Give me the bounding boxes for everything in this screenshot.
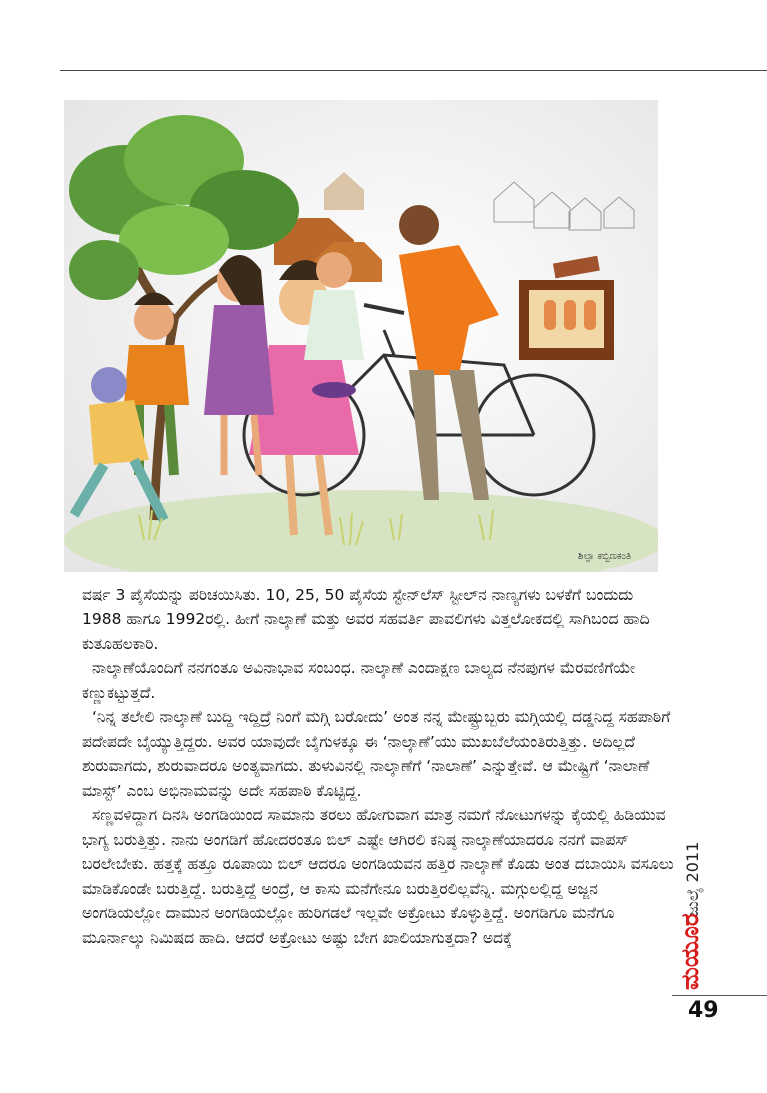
article-paragraph: ನಾಲ್ಕಾಣೆಯೊಂದಿಗೆ ನನಗಂತೂ ಅವಿನಾಭಾವ ಸಂಬಂಧ. ನಾಲ್ಕಾಣೆ ಎಂದಾಕ್ಷಣ ಬಾಲ್ಯದ ನೆನಪುಗಳ ಮೆರವಣಿಗೆಯೇ ಕಣ್ಣುಕಟ್ಟುತ್ತದೆ.: [82, 659, 636, 702]
illustration-credit: ಶಿಲ್ಪಾ ಕಬ್ಬಿಣಕಂತಿ: [578, 551, 632, 562]
article-paragraph: ವರ್ಷ 3 ಪೈಸೆಯನ್ನು ಪರಿಚಯಿಸಿತು. 10, 25, 50 ಪೈಸೆಯ ಸ್ಟೇನ್‌ಲೆಸ್ ಸ್ಟೀಲ್‌ನ ನಾಣ್ಯಗಳು ಬಳಕೆಗೆ ಬಂದುದು 1988 ಹಾಗೂ 1992ರಲ್ಲಿ. ಹೀಗೆ ನಾಲ್ಕಾಣೆ ಮತ್ತು ಅವರ ಸಹವರ್ತಿ ಪಾವಲಿಗಳು ವಿತ್ತಲೋಕದಲ್ಲಿ ಸಾಗಿಬಂದ ಹಾದಿ ಕುತೂಹಲಕಾರಿ.: [82, 586, 650, 653]
children-ice-cream-vendor-illustration: [64, 100, 658, 572]
article-paragraph: ‘ನಿನ್ನ ತಲೇಲಿ ನಾಲ್ಕಾಣೆ ಬುದ್ದಿ ಇದ್ದಿದ್ರೆ ನಿಂಗೆ ಮಗ್ಗಿ ಬರೋದು’ ಅಂತ ನನ್ನ ಮೇಷ್ಟ್ರುಬ್ಬರು ಮಗ್ಗಿಯಲ್ಲಿ ದಡ್ಡನಿದ್ದ ಸಹಪಾಠಿಗೆ ಪದೇಪದೇ ಬೈಯ್ಯುತ್ತಿದ್ದರು. ಅವರ ಯಾವುದೇ ಬೈಗುಳಕ್ಕೂ ಈ ‘ನಾಲ್ಕಾಣೆ’ಯು ಮುಖಬೆಲೆಯಂತಿರುತ್ತಿತ್ತು. ಅದಿಲ್ಲದೆ ಶುರುವಾಗದು, ಶುರುವಾದರೂ ಅಂತ್ಯವಾಗದು. ತುಳುವಿನಲ್ಲಿ ನಾಲ್ಕಾಣೆಗೆ ‘ನಾಲಾಣೆ’ ಎನ್ನುತ್ತೇವೆ. ಆ ಮೇಷ್ಟ್ರಿಗೆ ‘ನಾಲಾಣೆ ಮಾಸ್ಟ್’ ಎಂಬ ಅಭಿನಾಮವನ್ನು ಅದೇ ಸಹಪಾಠಿ ಕೊಟ್ಟಿದ್ದ.: [82, 708, 671, 800]
illustration: [64, 100, 658, 572]
article-paragraph: ಸಣ್ಣವಳಿದ್ದಾಗ ದಿನಸಿ ಅಂಗಡಿಯಿಂದ ಸಾಮಾನು ತರಲು ಹೋಗುವಾಗ ಮಾತ್ರ ನಮಗೆ ನೋಟುಗಳನ್ನು ಕೈಯಲ್ಲಿ ಹಿಡಿಯುವ ಭಾಗ್ಯ ಬರುತ್ತಿತ್ತು. ನಾನು ಅಂಗಡಿಗೆ ಹೋದರಂತೂ ಬಿಲ್ ಎಷ್ಟೇ ಆಗಿರಲಿ ಕನಿಷ್ಠ ನಾಲ್ಕಾಣೆಯಾದರೂ ನನಗೆ ವಾಪಸ್ ಬರಲೇಬೇಕು. ಹತ್ತಕ್ಕೆ ಹತ್ತೂ ರೂಪಾಯಿ ಬಿಲ್ ಆದರೂ ಅಂಗಡಿಯವನ ಹತ್ತಿರ ನಾಲ್ಕಾಣೆ ಕೊಡು ಅಂತ ದಬಾಯಿಸಿ ವಸೂಲು ಮಾಡಿಕೊಂಡೇ ಬರುತ್ತಿದ್ದೆ. ಬರುತ್ತಿದ್ದೆ ಅಂದ್ರೆ, ಆ ಕಾಸು ಮನೆಗೇನೂ ಬರುತ್ತಿರಲಿಲ್ಲವೆನ್ನಿ. ಮಗ್ಗುಲಲ್ಲಿದ್ದ ಅಜ್ಜನ ಅಂಗಡಿಯಲ್ಲೋ ದಾಮುನ ಅಂಗಡಿಯಲ್ಲೋ ಹುರಿಗಡಲೆ ಇಲ್ಲವೇ ಅಕ್ರೋಟು ಕೊಳ್ಳುತ್ತಿದ್ದೆ. ಅಂಗಡಿಗೂ ಮನೆಗೂ ಮೂರ್ನಾಲ್ಕು ನಿಮಿಷದ ಹಾದಿ. ಆದರೆ ಅಕ್ರೋಟು ಅಷ್ಟು ಬೇಗ ಖಾಲಿಯಾಗುತ್ತದಾ? ಅದಕ್ಕೆ: [82, 806, 674, 947]
article-body: [82, 583, 676, 950]
page-number: 49: [688, 998, 719, 1023]
magazine-title: ಮಯೂರ: [676, 913, 704, 990]
sidebar-rule: [672, 995, 767, 996]
top-rule: [60, 70, 767, 71]
issue-date: ಜುಲೈ 2011: [683, 841, 702, 917]
